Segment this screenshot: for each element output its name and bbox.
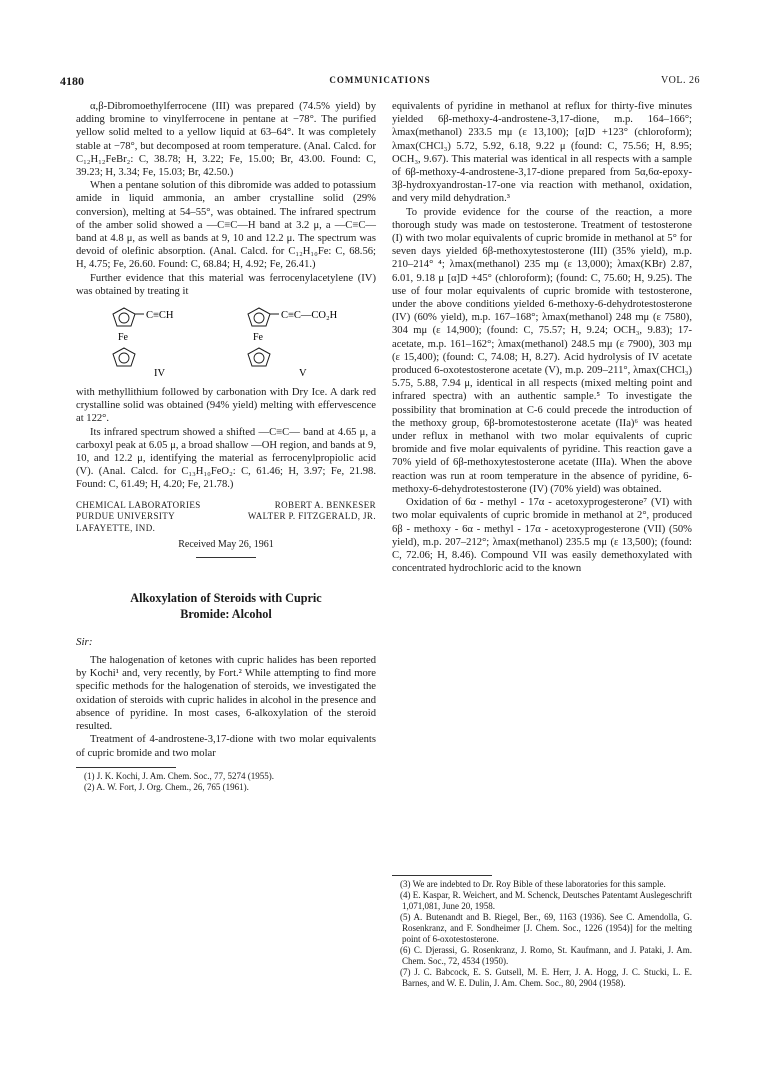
footnote: (1) J. K. Kochi, J. Am. Chem. Soc., 77, 5274 (1955). xyxy=(84,770,274,781)
footnote-divider xyxy=(392,875,492,876)
structure-iv xyxy=(106,304,226,380)
article-title-line: Bromide: Alcohol xyxy=(180,606,272,621)
footnote: (6) C. Djerassi, G. Rosenkranz, J. Romo, St. Kaufmann, and J. Pataki, J. Am. Chem. Soc., 72, 4534 (1950). xyxy=(400,945,692,966)
structure-v-label: V xyxy=(299,368,307,380)
city-name: LAFAYETTE, IND. xyxy=(76,522,156,533)
paragraph: α,β-Dibromoethylferrocene (III) was prepared (74.5% yield) by adding bromine to vinylferrocene in pentane at −78°. The purified yellow solid melted to a yellow liquid at 63–64°. It was completely stable at −78°, but decomposed at room temperature. (Anal. Calcd. for C₁₂H₁₂FeBr₂: C, 38.78; H, 3.22; Fe, 15.00; Br, 43.00. Found: C, 39.23; H, 3.34; Fe, 15.03; Br, 42.50.) xyxy=(76,101,376,179)
footnote: (7) J. C. Babcock, E. S. Gutsell, M. E. Herr, J. A. Hogg, J. C. Stucki, L. E. Barnes, and W. E. Dulin, J. Am. Chem. Soc., 80, 2904 (1958). xyxy=(400,967,692,988)
author-name: WALTER P. FITZGERALD, JR. xyxy=(247,511,376,522)
institution-block xyxy=(76,500,201,535)
structure-iv-label: IV xyxy=(154,368,166,380)
structure-iv-metal: Fe xyxy=(118,332,128,344)
chemical-structures xyxy=(76,304,376,380)
paragraph: The halogenation of ketones with cupric halides has been reported by Kochi¹ and, very recently, by Fort.² While attempting to find more specific methods for the halogenation of steroids, we investigated the oxidation of steroids with cupric halides in alcohol in the presence and absence of pyridine. In most cases, 6-alkoxylation of the steroid resulted. xyxy=(76,655,376,733)
lab-name: CHEMICAL LABORATORIES xyxy=(76,499,201,510)
article-title xyxy=(76,590,376,622)
left-column xyxy=(76,100,376,793)
paragraph: with methyllithium followed by carbonation with Dry Ice. A dark red crystalline solid was obtained (94% yield) melting with effervescence at 122°. xyxy=(76,387,376,425)
volume-label: VOL. 26 xyxy=(660,75,700,86)
running-title: COMMUNICATIONS xyxy=(329,75,431,85)
paragraph: Oxidation of 6α - methyl - 17α - acetoxyprogesterone⁷ (VI) with two molar equivalents of cupric bromide in methanol at 2°, produced 6β - methoxy - 6α - methyl - 17α - acetoxyprogesterone (VII) (50% yield), m.p. 207–212°; λmax(methanol) 235.5 mμ (ε 13,500); (found: C, 72.06; H, 8.46). Compound VII was easily demethoxylated with concentrated hydrochloric acid to the known xyxy=(392,497,692,575)
salutation: Sir: xyxy=(76,635,93,648)
footnote: (5) A. Butenandt and B. Riegel, Ber., 69, 1163 (1936). See C. Amendolla, G. Rosenkranz, and F. Sondheimer [J. Chem. Soc., 1226 (1954)] for the melting point of 6-oxotestosterone. xyxy=(400,912,692,944)
structure-v xyxy=(241,304,376,380)
paragraph: Treatment of 4-androstene-3,17-dione with two molar equivalents of cupric bromide and two molar xyxy=(76,734,376,759)
page-number: 4180 xyxy=(60,74,84,88)
received-date: Received May 26, 1961 xyxy=(178,538,274,550)
structure-iv-substituent: C≡CH xyxy=(146,310,174,322)
footnote: (3) We are indebted to Dr. Roy Bible of these laboratories for this sample. xyxy=(400,879,666,889)
footnote-divider xyxy=(76,767,176,768)
right-column xyxy=(392,100,692,575)
paragraph: Further evidence that this material was ferrocenylacetylene (IV) was obtained by treating it xyxy=(76,272,376,297)
paragraph: When a pentane solution of this dibromide was added to potassium amide in liquid ammonia, an amber crystalline solid (29% conversion), melting at 54–55°, was obtained. The infrared spectrum of the amber solid showed a —C≡C—H band at 3.2 μ, a —C≡C— band at 4.8 μ, as well as bands at 9, 10 and 12.2 μ. The spectrum was devoid of olefinic absorption. (Anal. Calcd. for C₁₂H₁₀Fe: C, 68.56; H, 4.75; Fe, 26.60. Found: C, 68.84; H, 4.92; Fe, 26.41.) xyxy=(76,180,376,271)
footnote: (2) A. W. Fort, J. Org. Chem., 26, 765 (1961). xyxy=(84,781,249,792)
structure-v-substituent: C≡C—CO₂H xyxy=(281,310,338,322)
author-affiliation xyxy=(76,500,376,536)
paragraph: equivalents of pyridine in methanol at reflux for thirty-five minutes yielded 6β-methoxy-4-androstene-3,17-dione, m.p. 164–166°; λmax(methanol) 233.5 mμ (ε 13,100); [α]D +123° (chloroform); λmax(CHCl₃) 5.72, 5.92, 6.18, 9.22 μ (found: C, 75.56; H, 8.95; OCH₃, 9.67). This material was identical in all respects with a sample of 6β-methoxy-4-androstene-3,17-dione prepared from 5α,6α-epoxy-3β-hydroxyandrostan-17-one via reaction with methanol, oxidation, and very mild dehydration.³ xyxy=(392,101,692,205)
authors-block xyxy=(248,500,376,523)
article-title-line: Alkoxylation of Steroids with Cupric xyxy=(130,590,322,605)
footnote: (4) E. Kaspar, R. Weichert, and M. Schenck, Deutsches Patentamt Auslegeschrift 1,071,081, June 20, 1958. xyxy=(400,890,692,911)
right-footnotes xyxy=(392,868,692,989)
university-name: PURDUE UNIVERSITY xyxy=(76,511,176,522)
author-name: ROBERT A. BENKESER xyxy=(274,499,376,510)
page-header xyxy=(60,74,700,90)
paragraph: To provide evidence for the course of the reaction, a more thorough study was made on testosterone. Treatment of testosterone (I) with two molar equivalents of cupric bromide in methanol at 5° for seven days yielded 6β-methoxytestosterone (III) (35% yield), m.p. 210–214° ⁴; λmax(methanol) 235 mμ (ε 13,000); λmax(KBr) 2.87, 6.01, 9.18 μ [α]D +45° (chloroform); (found: C, 75.60; H, 9.25). The use of four molar equivalents of cupric bromide with testosterone, under the above conditions yielded 6-methoxy-6-dehydrotestosterone (IV) (60% yield), m.p. 167–168°; λmax(methanol) 248 mμ (ε 7580), 304 mμ (ε 14,900); (found: C, 75.57; H, 9.24; OCH₃, 9.83); 17-acetate, m.p. 161–162°; λmax(methanol) 248.5 mμ (ε 7900), 303 mμ (ε 15,400); (found: C, 74.08; H, 8.27). Acid hydrolysis of IV acetate produced 6-oxotestosterone acetate (V), m.p. 209–211°, λmax(CHCl₃) 5.75, 5.88, 7.94 μ, identical in all respects (mixed melting point and infrared spectra) with an authentic sample.⁵ To investigate the possibility that bromination at C-6 could precede the introduction of the methoxy group, 6β-bromotestosterone acetate (IIa)⁶ was heated under reflux in methanol with two molar equivalents of cupric bromide and five molar equivalents of pyridine. This reaction gave a 70% yield of 6β-methoxytestosterone acetate (IIIa). When the above reaction was run at room temperature in the absence of pyridine, 6-methoxy-6-dehydrotestosterone (IV) (70% yield) was obtained. xyxy=(392,206,692,495)
structure-v-metal: Fe xyxy=(253,332,263,344)
paragraph: Its infrared spectrum showed a shifted —C≡C— band at 4.65 μ, a carboxyl peak at 6.05 μ, a broad shallow —OH region, and bands at 9, 10, and 12.2 μ, identifying the material as ferrocenylpropiolic acid (V). (Anal. Calcd. for C₁₃H₁₀FeO₂: C, 61.46; H, 3.97; Fe, 21.98. Found: C, 61.49; H, 4.20; Fe, 21.78.) xyxy=(76,426,376,491)
divider xyxy=(196,557,256,558)
